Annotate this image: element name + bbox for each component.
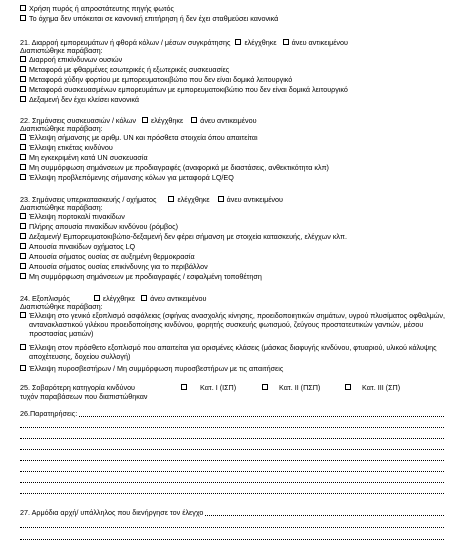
section-title: 23. Σημάνσεις υπερκατασκευής / οχήματος bbox=[20, 195, 157, 204]
checkbox[interactable] bbox=[20, 154, 26, 160]
checkbox[interactable] bbox=[20, 243, 26, 249]
list-item: Δεξαμενή/ Εμπορευματοκιβώτιο-δεξαμενή δεν φέρει σήμανση με στοιχεία κατασκευής, ελέγχων κλπ. bbox=[20, 232, 347, 241]
remarks-line[interactable] bbox=[20, 471, 444, 472]
checkbox[interactable] bbox=[20, 263, 26, 269]
checkbox[interactable] bbox=[20, 66, 26, 72]
list-item: Μη συμμόρφωση σημάνσεων με προδιαγραφές / εσφαλμένη τοποθέτηση bbox=[20, 272, 262, 281]
checkbox[interactable] bbox=[20, 86, 26, 92]
checkbox[interactable] bbox=[20, 5, 26, 11]
remarks-line[interactable] bbox=[20, 438, 444, 439]
list-item: Έλλειψη πορτοκαλί πινακίδων bbox=[20, 212, 125, 221]
category-3-option: Κατ. III (ΣΠ) bbox=[345, 383, 400, 392]
checkbox[interactable] bbox=[345, 384, 351, 390]
checkbox[interactable] bbox=[20, 134, 26, 140]
checked-checkbox[interactable] bbox=[142, 117, 148, 123]
section-22-header: 22. Σημάνσεις συσκευασιών / κόλων ελέγχθηκε άνευ αντικειμένου bbox=[20, 116, 257, 125]
category-1-option: Κατ. I (ΙΣΠ) bbox=[181, 383, 236, 392]
list-item: Έλλειψη ετικέτας κινδύνου bbox=[20, 143, 113, 152]
list-item: Χρήση πυρός ή απροστάτευτης πηγής φωτός bbox=[20, 4, 174, 13]
checkbox[interactable] bbox=[181, 384, 187, 390]
checkbox[interactable] bbox=[20, 253, 26, 259]
list-item: Μεταφορά συσκευασμένων εμπορευμάτων με εμπορευματοκιβώτιο που δεν είναι δομικά λειτουργικό bbox=[20, 85, 348, 94]
list-item: Πλήρης απουσία πινακίδων κινδύνου (ρόμβος) bbox=[20, 222, 178, 231]
checkbox[interactable] bbox=[20, 174, 26, 180]
checkbox[interactable] bbox=[20, 144, 26, 150]
section-25-subtitle: τυχόν παραβάσεων που διαπιστώθηκαν bbox=[20, 392, 148, 401]
checkbox[interactable] bbox=[20, 15, 26, 21]
remarks-line[interactable] bbox=[20, 427, 444, 428]
list-item: Διαρροή επικίνδυνων ουσιών bbox=[20, 55, 122, 64]
checkbox[interactable] bbox=[20, 344, 26, 350]
inspector-label: 27. Αρμόδια αρχή/ υπάλληλος που διενήργησε τον έλεγχο bbox=[20, 508, 204, 517]
not-applicable-checkbox[interactable] bbox=[141, 295, 147, 301]
not-applicable-checkbox[interactable] bbox=[218, 196, 224, 202]
list-item: Μεταφορά χύδην φορτίου με εμπορευματοκιβώτιο που δεν είναι δομικά λειτουργικό bbox=[20, 75, 292, 84]
section-23-header: 23. Σημάνσεις υπερκατασκευής / οχήματος ελέγχθηκε άνευ αντικειμένου bbox=[20, 195, 283, 204]
checked-checkbox[interactable] bbox=[235, 39, 241, 45]
section-title: 24. Εξοπλισμός bbox=[20, 294, 70, 303]
checkbox[interactable] bbox=[20, 164, 26, 170]
section-24-header: 24. Εξοπλισμός ελέγχθηκε άνευ αντικειμένου bbox=[20, 294, 207, 303]
list-item: Μη συμμόρφωση σημάνσεων με προδιαγραφές (αναφορικά με διαστάσεις, ανθεκτικότητα κλπ) bbox=[20, 163, 329, 172]
checked-checkbox[interactable] bbox=[168, 196, 174, 202]
list-item: Απουσία σήματος ουσίας σε αυξημένη θερμοκρασία bbox=[20, 252, 195, 261]
section-21-header: 21. Διαρροή εμπορευμάτων ή φθορά κόλων / μέσων συγκράτησης ελέγχθηκε άνευ αντικειμένου bbox=[20, 38, 348, 47]
remarks-label: 26.Παρατηρήσεις: bbox=[20, 409, 78, 418]
checkbox[interactable] bbox=[20, 96, 26, 102]
checkbox[interactable] bbox=[20, 273, 26, 279]
inspector-line[interactable] bbox=[20, 539, 444, 540]
list-item: Δεξαμενή δεν έχει κλείσει κανονικά bbox=[20, 95, 139, 104]
violation-found-label: Διαπιστώθηκε παράβαση: bbox=[20, 302, 103, 311]
list-item: Έλλειψη στον πρόσθετο εξοπλισμό που απαιτείται για ορισμένες κλάσεις (μάσκας διαφυγής κινδύνου, φτυαριού, υλικού κάλυψης αποχέτευσης, δοχείου συλλογή) bbox=[20, 343, 449, 361]
checkbox[interactable] bbox=[20, 312, 26, 318]
list-item: Έλλειψη πυροσβεστήρων / Μη συμμόρφωση πυροσβεστήρων με τις απαιτήσεις bbox=[20, 364, 283, 373]
list-item: Μη εγκεκριμένη κατά UN συσκευασία bbox=[20, 153, 148, 162]
checkbox[interactable] bbox=[20, 56, 26, 62]
violation-found-label: Διαπιστώθηκε παράβαση: bbox=[20, 203, 103, 212]
category-2-option: Κατ. II (ΠΣΠ) bbox=[262, 383, 320, 392]
list-item: Έλλειψη στο γενικό εξοπλισμό ασφάλειας (σφήνας ανασχολής κίνησης, προειδοποιητικών σημάτων, υγρού πλυσίματος οφθαλμών, αντανακλαστικού γιλέκου προειδοποίησης κινδύνου, φορητής συσκευής φωτισμού, ζεύγους προστατευτικών γαντιών, μέσου προστασίας ματιών) bbox=[20, 311, 449, 338]
section-title: 22. Σημάνσεις συσκευασιών / κόλων bbox=[20, 116, 136, 125]
list-item: Απουσία πινακίδων οχήματος LQ bbox=[20, 242, 135, 251]
not-applicable-checkbox[interactable] bbox=[191, 117, 197, 123]
section-25-title: 25. Σοβαρότερη κατηγορία κινδύνου bbox=[20, 383, 135, 392]
remarks-line[interactable] bbox=[20, 493, 444, 494]
checkbox[interactable] bbox=[20, 233, 26, 239]
not-applicable-checkbox[interactable] bbox=[283, 39, 289, 45]
list-item: Το όχημα δεν υπόκειται σε κανονική επιτήρηση ή δεν έχει σταθμεύσει κανονικά bbox=[20, 14, 278, 23]
remarks-line[interactable] bbox=[20, 460, 444, 461]
inspector-line[interactable] bbox=[20, 527, 444, 528]
checkbox[interactable] bbox=[20, 365, 26, 371]
checked-checkbox[interactable] bbox=[94, 295, 100, 301]
remarks-line[interactable] bbox=[20, 449, 444, 450]
section-title: 21. Διαρροή εμπορευμάτων ή φθορά κόλων / μέσων συγκράτησης bbox=[20, 38, 231, 47]
list-item: Μεταφορά με φθαρμένες εσωτερικές ή εξωτερικές συσκευασίες bbox=[20, 65, 229, 74]
remarks-line[interactable] bbox=[20, 482, 444, 483]
list-item: Έλλειψη σήμανσης με αριθμ. UN και πρόσθετα στοιχεία όπου απαιτείται bbox=[20, 133, 258, 142]
checkbox[interactable] bbox=[262, 384, 268, 390]
checkbox[interactable] bbox=[20, 76, 26, 82]
list-item: Απουσία σήματος ουσίας επικίνδυνης για το περιβάλλον bbox=[20, 262, 208, 271]
checkbox[interactable] bbox=[20, 213, 26, 219]
violation-found-label: Διαπιστώθηκε παράβαση: bbox=[20, 124, 103, 133]
remarks-line[interactable] bbox=[20, 416, 444, 417]
violation-found-label: Διαπιστώθηκε παράβαση: bbox=[20, 46, 103, 55]
checkbox[interactable] bbox=[20, 223, 26, 229]
list-item: Έλλειψη προβλεπόμενης σήμανσης κόλων για μεταφορά LQ/EQ bbox=[20, 173, 234, 182]
